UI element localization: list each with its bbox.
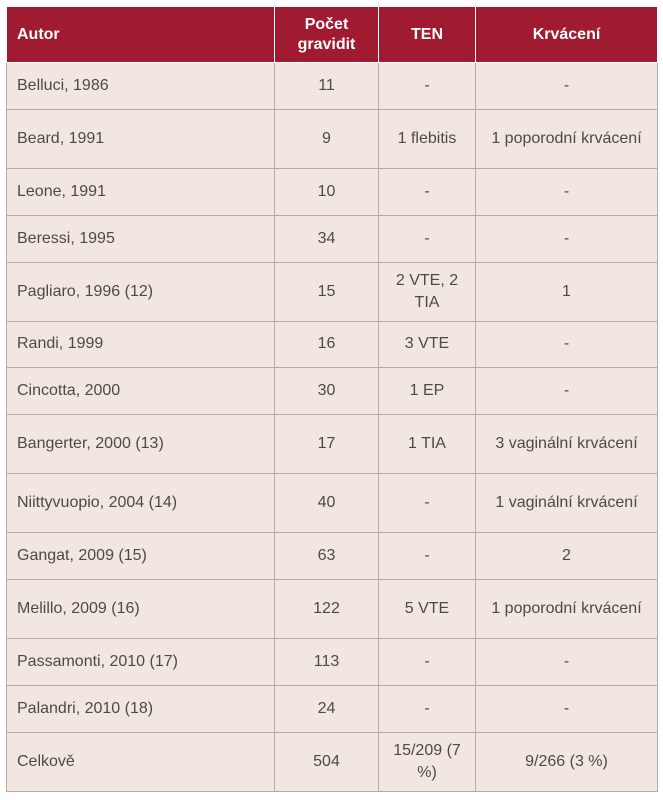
- cell-pregnancies: 30: [275, 368, 379, 415]
- table-row: [7, 474, 658, 533]
- cell-bleeding: -: [476, 368, 658, 415]
- cell-pregnancies: 10: [275, 168, 379, 215]
- header-ten: TEN: [379, 7, 476, 63]
- table-row-total: [7, 732, 658, 791]
- table-row: [7, 215, 658, 262]
- table-row: [7, 321, 658, 368]
- cell-ten: -: [379, 63, 476, 110]
- cell-author: Beressi, 1995: [7, 215, 275, 262]
- cell-pregnancies: 63: [275, 533, 379, 580]
- cell-ten: 5 VTE: [379, 580, 476, 639]
- cell-ten: 1 TIA: [379, 415, 476, 474]
- table-row: [7, 368, 658, 415]
- table-row: [7, 262, 658, 321]
- cell-ten: 3 VTE: [379, 321, 476, 368]
- cell-author: Palandri, 2010 (18): [7, 686, 275, 733]
- cell-author: Passamonti, 2010 (17): [7, 639, 275, 686]
- cell-bleeding: 1 poporodní krvácení: [476, 580, 658, 639]
- cell-bleeding: 9/266 (3 %): [476, 732, 658, 791]
- cell-pregnancies: 9: [275, 109, 379, 168]
- cell-author: Beard, 1991: [7, 109, 275, 168]
- table-row: [7, 639, 658, 686]
- cell-pregnancies: 40: [275, 474, 379, 533]
- cell-pregnancies: 16: [275, 321, 379, 368]
- cell-pregnancies: 34: [275, 215, 379, 262]
- cell-pregnancies: 122: [275, 580, 379, 639]
- table-row: [7, 415, 658, 474]
- cell-ten: -: [379, 639, 476, 686]
- cell-author: Belluci, 1986: [7, 63, 275, 110]
- cell-bleeding: -: [476, 321, 658, 368]
- data-table: [6, 6, 658, 792]
- cell-author: Celkově: [7, 732, 275, 791]
- cell-bleeding: 2: [476, 533, 658, 580]
- cell-author: Randi, 1999: [7, 321, 275, 368]
- table-row: [7, 63, 658, 110]
- table-row: [7, 109, 658, 168]
- cell-author: Gangat, 2009 (15): [7, 533, 275, 580]
- cell-author: Pagliaro, 1996 (12): [7, 262, 275, 321]
- cell-pregnancies: 17: [275, 415, 379, 474]
- cell-ten: 2 VTE, 2 TIA: [379, 262, 476, 321]
- cell-bleeding: -: [476, 639, 658, 686]
- cell-bleeding: -: [476, 686, 658, 733]
- table-row: [7, 168, 658, 215]
- cell-bleeding: -: [476, 63, 658, 110]
- table-row: [7, 533, 658, 580]
- header-author: Autor: [7, 7, 275, 63]
- cell-ten: -: [379, 533, 476, 580]
- cell-bleeding: 3 vaginální krvácení: [476, 415, 658, 474]
- cell-ten: -: [379, 474, 476, 533]
- cell-ten: 15/209 (7 %): [379, 732, 476, 791]
- table-row: [7, 686, 658, 733]
- cell-pregnancies: 504: [275, 732, 379, 791]
- cell-author: Leone, 1991: [7, 168, 275, 215]
- cell-ten: -: [379, 215, 476, 262]
- header-pregnancies: Počet gravidit: [275, 7, 379, 63]
- header-row: [7, 7, 658, 63]
- cell-author: Bangerter, 2000 (13): [7, 415, 275, 474]
- cell-bleeding: -: [476, 215, 658, 262]
- cell-bleeding: 1 vaginální krvácení: [476, 474, 658, 533]
- cell-bleeding: 1: [476, 262, 658, 321]
- cell-author: Melillo, 2009 (16): [7, 580, 275, 639]
- table-row: [7, 580, 658, 639]
- cell-author: Cincotta, 2000: [7, 368, 275, 415]
- cell-ten: 1 EP: [379, 368, 476, 415]
- cell-bleeding: -: [476, 168, 658, 215]
- cell-pregnancies: 113: [275, 639, 379, 686]
- cell-ten: 1 flebitis: [379, 109, 476, 168]
- cell-author: Niittyvuopio, 2004 (14): [7, 474, 275, 533]
- header-bleeding: Krvácení: [476, 7, 658, 63]
- cell-pregnancies: 11: [275, 63, 379, 110]
- cell-ten: -: [379, 168, 476, 215]
- cell-bleeding: 1 poporodní krvácení: [476, 109, 658, 168]
- cell-pregnancies: 15: [275, 262, 379, 321]
- cell-pregnancies: 24: [275, 686, 379, 733]
- cell-ten: -: [379, 686, 476, 733]
